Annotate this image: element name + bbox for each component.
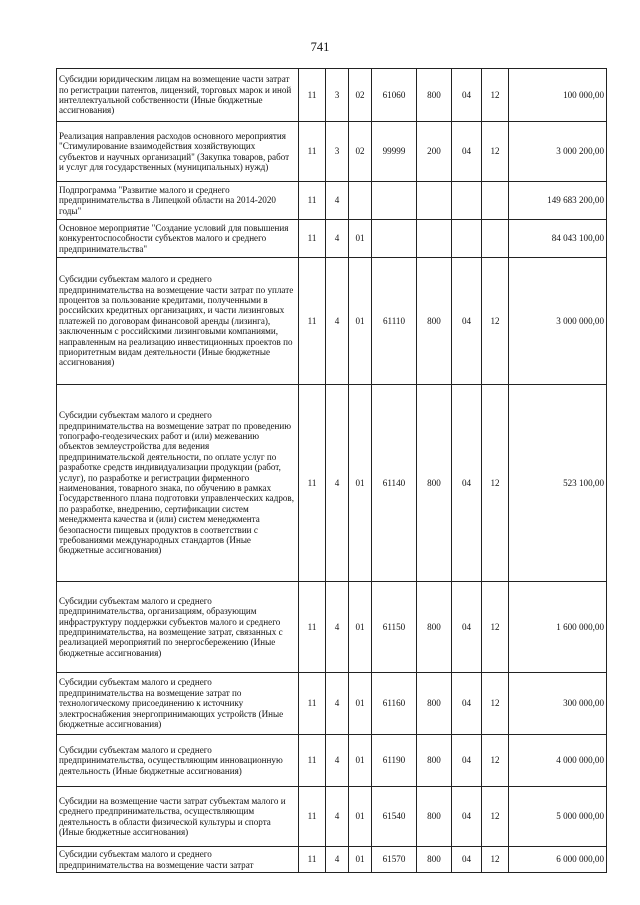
code-subprogram: 4 — [326, 673, 349, 735]
code-gp: 11 — [299, 182, 326, 220]
code-main-event: 02 — [349, 122, 372, 182]
code-subsection — [482, 220, 509, 258]
code-main-event: 02 — [349, 69, 372, 122]
row-description: Подпрограмма "Развитие малого и среднего предпринимательства в Липецкой области на 2014-2020 годы" — [57, 182, 299, 220]
code-gp: 11 — [299, 122, 326, 182]
table-row — [57, 735, 607, 787]
code-gp: 11 — [299, 69, 326, 122]
code-section — [452, 182, 482, 220]
row-description: Реализация направления расходов основного мероприятия "Стимулирование взаимодействия хозяйствующих субъектов и научных организаций" (Закупка товаров, работ и услуг для государственных (муниципальных) нужд) — [57, 122, 299, 182]
code-direction: 61190 — [372, 735, 417, 787]
table-row — [57, 673, 607, 735]
code-subsection: 12 — [482, 122, 509, 182]
code-main-event: 01 — [349, 673, 372, 735]
row-description: Субсидии на возмещение части затрат субъектам малого и среднего предпринимательства, осуществляющим деятельность в области физической культуры и спорта (Иные бюджетные ассигнования) — [57, 787, 299, 847]
code-main-event: 01 — [349, 787, 372, 847]
code-gp: 11 — [299, 385, 326, 582]
code-gp: 11 — [299, 673, 326, 735]
code-subprogram: 3 — [326, 122, 349, 182]
row-amount: 6 000 000,00 — [509, 847, 607, 873]
row-description: Субсидии субъектам малого и среднего предпринимательства на возмещение части затрат по уплате процентов за пользование кредитами, полученными в российских кредитных организациях, и части лизинговых платежей по договорам финансовой аренды (лизинга), заключенным с российскими лизинговыми компаниями, направленным на реализацию инвестиционных проектов по приоритетным видам деятельности (Иные бюджетные ассигнования) — [57, 258, 299, 385]
code-subprogram: 4 — [326, 787, 349, 847]
row-amount: 3 000 200,00 — [509, 122, 607, 182]
code-expense-type: 800 — [417, 847, 452, 873]
code-expense-type: 800 — [417, 787, 452, 847]
code-direction — [372, 182, 417, 220]
code-direction: 61140 — [372, 385, 417, 582]
code-gp: 11 — [299, 220, 326, 258]
table-row — [57, 220, 607, 258]
code-direction: 61150 — [372, 582, 417, 673]
code-subprogram: 4 — [326, 847, 349, 873]
code-subsection: 12 — [482, 385, 509, 582]
row-amount: 84 043 100,00 — [509, 220, 607, 258]
code-expense-type — [417, 182, 452, 220]
code-main-event: 01 — [349, 258, 372, 385]
row-description: Субсидии юридическим лицам на возмещение части затрат по регистрации патентов, лицензий, торговых марок и иной интеллектуальной собственности (Иные бюджетные ассигнования) — [57, 69, 299, 122]
code-expense-type: 800 — [417, 69, 452, 122]
code-gp: 11 — [299, 582, 326, 673]
code-direction: 61110 — [372, 258, 417, 385]
code-gp: 11 — [299, 735, 326, 787]
code-section: 04 — [452, 787, 482, 847]
row-amount: 149 683 200,00 — [509, 182, 607, 220]
code-section: 04 — [452, 847, 482, 873]
code-section: 04 — [452, 69, 482, 122]
table-row — [57, 582, 607, 673]
table-row — [57, 385, 607, 582]
code-expense-type: 800 — [417, 582, 452, 673]
code-section: 04 — [452, 122, 482, 182]
code-subprogram: 4 — [326, 385, 349, 582]
code-direction: 61060 — [372, 69, 417, 122]
budget-table — [56, 68, 607, 873]
row-description: Субсидии субъектам малого и среднего предпринимательства на возмещение затрат по проведению топографо-геодезических работ и (или) межеванию объектов землеустройства для ведения предпринимательской деятельности, по оплате услуг по разработке средств индивидуализации продукции (работ, услуг), по разработке и регистрации фирменного наименования, товарного знака, по обучению в рамках Государственного плана подготовки управленческих кадров, по разработке, внедрению, сертификации систем менеджмента качества и (или) систем менеджмента безопасности пищевых продуктов в соответствии с требованиями международных стандартов (Иные бюджетные ассигнования) — [57, 385, 299, 582]
code-direction: 61540 — [372, 787, 417, 847]
code-direction — [372, 220, 417, 258]
code-main-event: 01 — [349, 582, 372, 673]
code-subsection: 12 — [482, 258, 509, 385]
code-subprogram: 4 — [326, 582, 349, 673]
code-subprogram: 4 — [326, 735, 349, 787]
code-expense-type: 800 — [417, 258, 452, 385]
code-direction: 61570 — [372, 847, 417, 873]
code-gp: 11 — [299, 787, 326, 847]
table-row — [57, 258, 607, 385]
code-subprogram: 4 — [326, 258, 349, 385]
code-section: 04 — [452, 385, 482, 582]
code-subsection: 12 — [482, 673, 509, 735]
code-direction: 99999 — [372, 122, 417, 182]
code-expense-type: 800 — [417, 385, 452, 582]
code-section: 04 — [452, 673, 482, 735]
table-row — [57, 69, 607, 122]
code-main-event: 01 — [349, 735, 372, 787]
code-direction: 61160 — [372, 673, 417, 735]
table-body — [57, 69, 607, 873]
code-subsection — [482, 182, 509, 220]
code-subprogram: 3 — [326, 69, 349, 122]
row-amount: 1 600 000,00 — [509, 582, 607, 673]
table-row — [57, 122, 607, 182]
code-subsection: 12 — [482, 787, 509, 847]
row-description: Субсидии субъектам малого и среднего предпринимательства, организациям, образующим инфраструктуру поддержки субъектов малого и среднего предпринимательства, на возмещение затрат, связанных с реализацией мероприятий по энергосбережению (Иные бюджетные ассигнования) — [57, 582, 299, 673]
code-subprogram: 4 — [326, 182, 349, 220]
code-subprogram: 4 — [326, 220, 349, 258]
code-main-event: 01 — [349, 385, 372, 582]
row-amount: 523 100,00 — [509, 385, 607, 582]
code-subsection: 12 — [482, 69, 509, 122]
row-amount: 5 000 000,00 — [509, 787, 607, 847]
row-description: Основное мероприятие "Создание условий для повышения конкурентоспособности субъектов малого и среднего предпринимательства" — [57, 220, 299, 258]
code-section: 04 — [452, 735, 482, 787]
table-row — [57, 847, 607, 873]
code-main-event: 01 — [349, 847, 372, 873]
row-description: Субсидии субъектам малого и среднего предпринимательства, осуществляющим инновационную деятельность (Иные бюджетные ассигнования) — [57, 735, 299, 787]
table-row — [57, 182, 607, 220]
code-main-event: 01 — [349, 220, 372, 258]
code-subsection: 12 — [482, 735, 509, 787]
row-description: Субсидии субъектам малого и среднего предпринимательства на возмещение части затрат — [57, 847, 299, 873]
page-number: 741 — [310, 40, 330, 54]
code-expense-type: 800 — [417, 735, 452, 787]
code-expense-type — [417, 220, 452, 258]
row-amount: 3 000 000,00 — [509, 258, 607, 385]
code-gp: 11 — [299, 258, 326, 385]
code-section — [452, 220, 482, 258]
row-amount: 4 000 000,00 — [509, 735, 607, 787]
code-section: 04 — [452, 258, 482, 385]
row-amount: 300 000,00 — [509, 673, 607, 735]
row-amount: 100 000,00 — [509, 69, 607, 122]
code-main-event — [349, 182, 372, 220]
code-subsection: 12 — [482, 847, 509, 873]
row-description: Субсидии субъектам малого и среднего предпринимательства на возмещение затрат по технологическому присоединению к источнику электроснабжения энергопринимающих устройств (Иные бюджетные ассигнования) — [57, 673, 299, 735]
code-section: 04 — [452, 582, 482, 673]
code-expense-type: 800 — [417, 673, 452, 735]
code-gp: 11 — [299, 847, 326, 873]
code-subsection: 12 — [482, 582, 509, 673]
table-row — [57, 787, 607, 847]
code-expense-type: 200 — [417, 122, 452, 182]
